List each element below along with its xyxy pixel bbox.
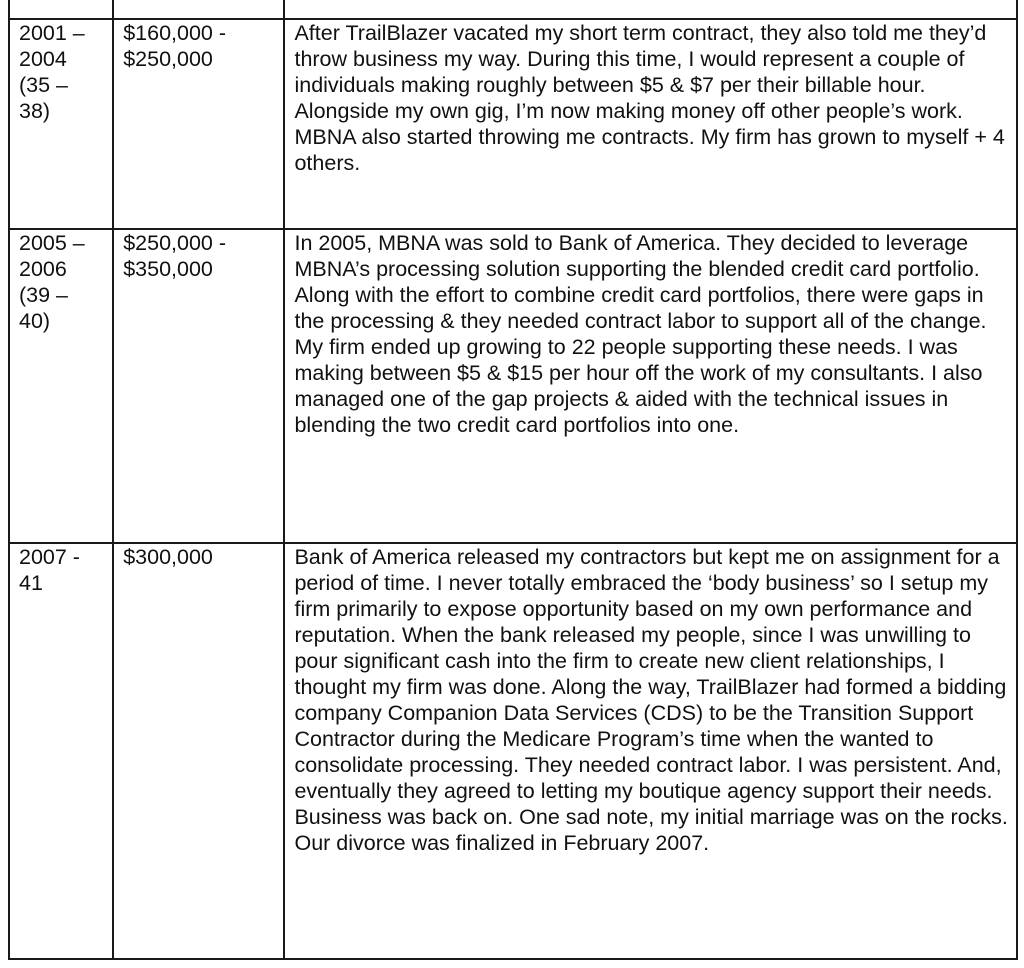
notes-cell: In 2005, MBNA was sold to Bank of America. They decided to leverage MBNA’s processing solution supporting the blended credit card portfolio. Along with the effort to combine credit card portfolios, there were gaps in the processing & they needed contract labor to support all of the change. My firm ended up growing to 22 people supporting these needs. I was making between $5 & $15 per hour off the work of my consultants. I also managed one of the gap projects & aided with the technical issues in blending the two credit card portfolios into one. <box>284 229 1017 543</box>
years-cell: 2007 - 41 <box>9 543 113 959</box>
income-cell: $160,000 - $250,000 <box>113 19 284 229</box>
years-cell: 2005 – 2006 (39 – 40) <box>9 229 113 543</box>
years-cell: 2001 – 2004 (35 – 38) <box>9 19 113 229</box>
income-cell: $250,000 - $350,000 <box>113 229 284 543</box>
table-top-spacer <box>9 0 1017 19</box>
notes-cell: After TrailBlazer vacated my short term contract, they also told me they’d throw business my way. During this time, I would represent a couple of individuals making roughly between $5 & $7 per their billable hour. Alongside my own gig, I’m now making money off other people’s work. MBNA also started throwing me contracts. My firm has grown to myself + 4 others. <box>284 19 1017 229</box>
table-row <box>9 229 1017 543</box>
notes-cell: Bank of America released my contractors but kept me on assignment for a period of time. I never totally embraced the ‘body business’ so I setup my firm primarily to expose opportunity based on my own performance and reputation. When the bank released my people, since I was unwilling to pour significant cash into the firm to create new client relationships, I thought my firm was done. Along the way, TrailBlazer had formed a bidding company Companion Data Services (CDS) to be the Transition Support Contractor during the Medicare Program’s time when the wanted to consolidate processing. They needed contract labor. I was persistent. And, eventually they agreed to letting my boutique agency support their needs. Business was back on. One sad note, my initial marriage was on the rocks. Our divorce was finalized in February 2007. <box>284 543 1017 959</box>
table-row <box>9 543 1017 959</box>
table-row <box>9 19 1017 229</box>
timeline-table <box>8 0 1018 960</box>
income-cell: $300,000 <box>113 543 284 959</box>
